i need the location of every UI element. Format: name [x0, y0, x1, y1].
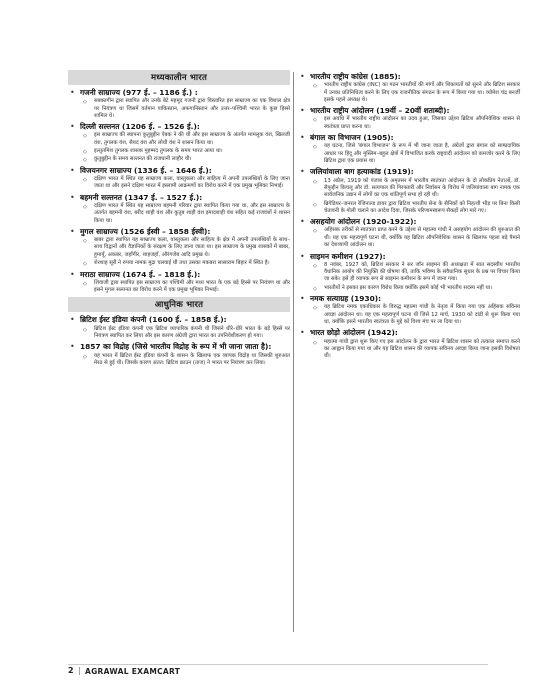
- topic-item: [298, 294, 520, 326]
- topic-item: [298, 72, 520, 104]
- topic-title: ब्रिटिश ईस्ट इंडिया कंपनी (1600 ई. – 1858 ई.):: [80, 315, 227, 325]
- topic-title: साइमन कमीशन (1927):: [310, 251, 386, 261]
- diamond-bullet-icon: ◇: [313, 339, 317, 346]
- diamond-bullet-icon: ◇: [83, 203, 87, 210]
- footer-separator: |: [78, 666, 81, 675]
- topic-point: [80, 280, 290, 295]
- topic-point: [310, 116, 520, 131]
- topic-item: [68, 193, 290, 225]
- topic-point: [80, 132, 290, 147]
- topic-title: बहमनी सल्तनत (1347 ई. – 1527 ई.):: [80, 192, 203, 202]
- topic-item: [68, 88, 290, 120]
- bullet-icon: •: [70, 165, 75, 175]
- point-text: कुतुबुद्दीन के समय सल्तनत की राजधानी लाहौर थी।: [94, 156, 192, 163]
- topic-title: मराठा साम्राज्य (1674 ई. – 1818 ई.):: [80, 269, 201, 279]
- point-text: यह ब्रिटिश नमक एकाधिकार के विरुद्ध महात्मा गांधी के नेतृत्व में किया गया एक अहिंसक सविनय अवज्ञा आंदोलन था। यह एक महत्वपूर्ण घटना थी जिसे 12 मार्च, 1930 को दांडी से शुरू किया गया था, क्योंकि इसने भारतीय स्वतंत्रता के मुद्दे को विश्व मंच पर ला दिया था।: [324, 304, 520, 325]
- point-text: यह भारत में ब्रिटिश ईस्ट इंडिया कंपनी के शासन के खिलाफ एक व्यापक विद्रोह था जिसकी शुरुआत मेरठ से हुई थी। जिसके कारण अंतत: ब्रिटिश क्राउन (ताज) ने भारत पर नियंत्रण कर लिया।: [94, 352, 290, 366]
- modern-topic-list-continued: [298, 72, 520, 361]
- bullet-icon: •: [300, 217, 305, 227]
- topic-item: [68, 315, 290, 340]
- publisher-brand: AGRAWAL EXAMCART: [85, 667, 181, 676]
- diamond-bullet-icon: ◇: [83, 238, 87, 245]
- bullet-icon: •: [70, 342, 75, 352]
- point-text: बाबर द्वारा स्थापित यह साम्राज्य कला, वास्तुकला और साहित्य के क्षेत्र में अपनी उपलब्धियों के साथ–साथ विद्वानों और वैज्ञानिकों के संरक्षण के लिए जाना जाता था। इस साम्राज्य के प्रमुख शासकों में बाबर, हुमायूँ, अकबर, जहाँगीर, शाहजहाँ, औरंगजेब आदि प्रमुख थे।: [94, 237, 290, 258]
- topic-item: [68, 122, 290, 164]
- topic-point: [310, 82, 520, 104]
- point-text: सबक्तगीन द्वारा स्थापित और उनके बेटे महमूद गजनी द्वारा विस्तारित इस साम्राज्य का एक विशाल क्षेत्र पर नियंत्रण था जिसमें वर्तमान पाकिस्तान, अफगानिस्तान और उत्तर–पश्चिमी भारत के कुछ हिस्से शामिल थे।: [94, 98, 290, 119]
- point-text: अहिंसक तरीकों से स्वतंत्रता प्राप्त करने के उद्देश्य से महात्मा गांधी ने असहयोग आंदोलन की शुरुआत की थी। यह एक महत्वपूर्ण घटना थी, क्योंकि यह ब्रिटिश औपनिवेशिक शासन के खिलाफ पहला बड़े पैमाने का देशव्यापी आंदोलन था।: [324, 227, 520, 249]
- diamond-bullet-icon: ◇: [83, 157, 87, 164]
- topic-title: दिल्ली सल्तनत (1206 ई. – 1526 ई.):: [80, 122, 200, 132]
- section-heading-medieval: मध्यकालीन भारत: [68, 70, 290, 85]
- diamond-bullet-icon: ◇: [83, 177, 87, 184]
- topic-point: [310, 339, 520, 361]
- point-text: इस साम्राज्य की स्थापना कुतुबुद्दीन ऐबक ने की थी और इस साम्राज्य के अंतर्गत मामलुक वंश, खिलजी वंश, तुगलक वंश, सैयद वंश और लोधी वंश ने शासन किया था।: [94, 132, 290, 146]
- modern-topic-list: [68, 315, 290, 367]
- point-text: 8 नवंबर, 1927 को, ब्रिटिश सरकार ने सर जॉन साइमन की अध्यक्षता में सात सदस्यीय भारतीय वैधानिक आयोग की नियुक्ति की घोषणा की, ताकि भविष्य के संवैधानिक सुधार के प्रश्न पर विचार किया जा सके। इसे ही व्यापक रूप से साइमन कमीशन के रूप में जाना गया।: [324, 261, 520, 283]
- diamond-bullet-icon: ◇: [83, 353, 87, 360]
- topic-item: [298, 167, 520, 215]
- bullet-icon: •: [300, 328, 305, 338]
- topic-item: [68, 342, 290, 367]
- topic-point: [310, 304, 520, 326]
- topic-title: जलियांवाला बाग हत्याकांड (1919):: [310, 167, 414, 177]
- point-text: दक्षिण भारत में स्थित यह साम्राज्य बहमनी परिवार द्वारा स्थापित किया गया था, और इस साम्राज्य के अंतर्गत बहमनी वंश, बरीद शाही वंश और कुतुब शाही वंश इमादशाही वंश सहित कई राजवंशों ने शासन किया था।: [94, 202, 290, 224]
- diamond-bullet-icon: ◇: [313, 305, 317, 312]
- topic-item: [68, 227, 290, 268]
- topic-title: भारतीय राष्ट्रीय कांग्रेस (1885):: [310, 72, 401, 81]
- page-footer: [68, 664, 488, 677]
- point-text: शिवाजी द्वारा स्थापित इस साम्राज्य का पश्चिमी और मध्य भारत के एक बड़े हिस्से पर नियंत्रण था और इसने मुगल सल्तनत का विरोध करने में एक प्रमुख भूमिका निभाई।: [94, 279, 290, 294]
- bullet-icon: •: [70, 315, 75, 325]
- topic-title: मुगल साम्राज्य (1526 ईस्वी – 1858 ईस्वी):: [80, 226, 211, 236]
- point-text: इस अवधि में भारतीय राष्ट्रीय आंदोलन का उदय हुआ, जिसका उद्देश्य ब्रिटिश औपनिवेशिक शासन से स्वतंत्रता प्राप्त करना था।: [324, 116, 520, 130]
- section-heading-modern: आधुनिक भारत: [68, 297, 290, 312]
- topic-point: [310, 262, 520, 284]
- diamond-bullet-icon: ◇: [313, 144, 317, 151]
- diamond-bullet-icon: ◇: [313, 228, 317, 235]
- topic-point: [80, 98, 290, 120]
- bullet-icon: •: [300, 106, 305, 116]
- topic-title: असहयोग आंदोलन (1920-1922):: [310, 217, 417, 227]
- topic-title: नमक सत्याग्रह (1930):: [310, 294, 382, 304]
- diamond-bullet-icon: ◇: [83, 99, 87, 106]
- bullet-icon: •: [70, 226, 75, 236]
- point-text: 13 अप्रैल, 1919 को पंजाब के अमृतसर में भारतीय स्वतंत्रता आंदोलन के दो लोकप्रिय नेताओं, डॉ. सैफुद्दीन किचलू और डॉ. सत्यपाल की गिरफ्तारी और निर्वासन के विरोध में जलियांवाला बाग नामक एक सार्वजनिक उद्यान में लोगों का एक शांतिपूर्ण सभा हो रही थी।: [324, 177, 520, 199]
- topic-title: बंगाल का विभाजन (1905):: [310, 133, 394, 143]
- point-text: यह घटना, जिसे 'बंगाल विभाजन' के रूप में भी जाना जाता है, अंग्रेजों द्वारा बंगाल को साम्प्रदायिक आधार पर हिंदू और मुस्लिम–बहुल क्षेत्रों में विभाजित करके राष्ट्रवादी आंदोलन को कमजोर करने के लिए ब्रिटिश द्वारा एक प्रयास था।: [324, 143, 520, 165]
- topic-point: [310, 178, 520, 200]
- bullet-icon: •: [70, 88, 75, 97]
- topic-point: [80, 203, 290, 225]
- bullet-icon: •: [300, 167, 305, 177]
- point-text: शेरशाह सूरी ने रुपया नामक मुद्रा चलवाई थी तथा उसका मकबरा सासाराम बिहार में स्थित है।: [94, 260, 270, 267]
- topic-item: [298, 217, 520, 249]
- point-text: महात्मा गांधी द्वारा शुरू किए गए इस आंदोलन के द्वारा भारत में ब्रिटिश शासन को तत्काल समाप्त करने का आह्वान किया गया था और यह ब्रिटिश शासन की व्यापक सविनय अवज्ञा किया जाना इसकी विशेषता थी।: [324, 338, 520, 360]
- topic-point: [310, 143, 520, 165]
- topic-item: [298, 133, 520, 165]
- bullet-icon: •: [70, 122, 75, 132]
- point-text: ब्रिटिश ईस्ट इंडिया कंपनी एक ब्रिटिश व्यापारिक कंपनी थी जिसने धीरे–धीरे भारत के बड़े हिस्से पर नियंत्रण स्थापित कर लिया और इस कारण अंग्रेजी द्वारा भारत का उपनिवेशीकरण हो गया।: [94, 325, 290, 339]
- topic-point: [80, 353, 290, 368]
- bullet-icon: •: [70, 269, 75, 279]
- point-text: इल्तुतमिश तुगलक शासक मुहम्मद तुगलक के समय भारत आया था।: [94, 148, 223, 155]
- bullet-icon: •: [300, 251, 305, 261]
- topic-point: [80, 260, 290, 267]
- topic-point: [80, 326, 290, 341]
- topic-point: [80, 156, 290, 163]
- topic-title: भारतीय राष्ट्रीय आंदोलन (19वीं – 20वीं शताब्दी):: [310, 106, 450, 116]
- topic-item: [68, 270, 290, 295]
- bullet-icon: •: [300, 294, 305, 304]
- topic-point: [80, 176, 290, 191]
- left-column: [68, 70, 290, 367]
- topic-title: गजनी साम्राज्य (977 ई. – 1186 ई.) :: [80, 88, 198, 97]
- page-number: 2: [68, 666, 74, 675]
- point-text: ब्रिगेडियर–जनरल रेजिनाल्ड डायर द्वारा ब्रिटिश भारतीय सेना के सैनिकों को निहत्थी भीड़ पर बिना किसी चेतावनी के गोली चलाने का आदेश दिया, जिसके परिणामस्वरूप सैकड़ों लोग मारे गए।: [324, 200, 520, 214]
- topic-item: [68, 166, 290, 191]
- diamond-bullet-icon: ◇: [313, 262, 317, 269]
- topic-point: [310, 201, 520, 216]
- diamond-bullet-icon: ◇: [83, 261, 87, 268]
- diamond-bullet-icon: ◇: [313, 117, 317, 124]
- topic-point: [310, 285, 520, 292]
- topic-item: [298, 106, 520, 131]
- topic-title: भारत छोड़ो आंदोलन (1942):: [310, 328, 398, 338]
- diamond-bullet-icon: ◇: [313, 201, 317, 208]
- point-text: भारतीय राष्ट्रीय कांग्रेस (INC) का गठन भारतीयों की मांगों और शिकायतों को सुनने और ब्रिटिश सरकार में उनका प्रतिनिधित्व करने के लिए एक राजनीतिक संगठन के रूप में किया गया था। व्योमेश चंद्र बनर्जी इसके पहले अध्यक्ष थे।: [324, 82, 520, 103]
- bullet-icon: •: [70, 192, 75, 202]
- topic-point: [80, 237, 290, 259]
- topic-item: [298, 252, 520, 293]
- diamond-bullet-icon: ◇: [83, 149, 87, 156]
- bullet-icon: •: [300, 72, 305, 81]
- point-text: दक्षिण भारत में स्थित यह साम्राज्य कला, वास्तुकला और साहित्य में अपनी उपलब्धियों के लिए जाना जाता था और इसने दक्षिण भारत में इस्लामी आक्रमणों का विरोध करने में एक प्रमुख भूमिका निभाई।: [94, 176, 290, 190]
- topic-title: 1857 का विद्रोह (जिसे भारतीय विद्रोह के रूप में भी जाना जाता है):: [80, 342, 272, 352]
- medieval-topic-list: [68, 88, 290, 294]
- bullet-icon: •: [300, 133, 305, 143]
- diamond-bullet-icon: ◇: [83, 133, 87, 140]
- topic-item: [298, 328, 520, 360]
- diamond-bullet-icon: ◇: [313, 285, 317, 292]
- diamond-bullet-icon: ◇: [83, 326, 87, 333]
- topic-point: [310, 227, 520, 249]
- diamond-bullet-icon: ◇: [313, 83, 317, 90]
- topic-title: विजयनगर साम्राज्य (1336 ई. – 1646 ई.):: [80, 165, 212, 175]
- point-text: भारतीयों ने इसका इस कारण विरोध किया क्योंकि इसमें कोई भी भारतीय सदस्य नहीं था।: [324, 284, 493, 291]
- diamond-bullet-icon: ◇: [313, 178, 317, 185]
- column-divider: [293, 72, 294, 632]
- right-column: [298, 70, 520, 361]
- diamond-bullet-icon: ◇: [83, 280, 87, 287]
- topic-point: [80, 148, 290, 155]
